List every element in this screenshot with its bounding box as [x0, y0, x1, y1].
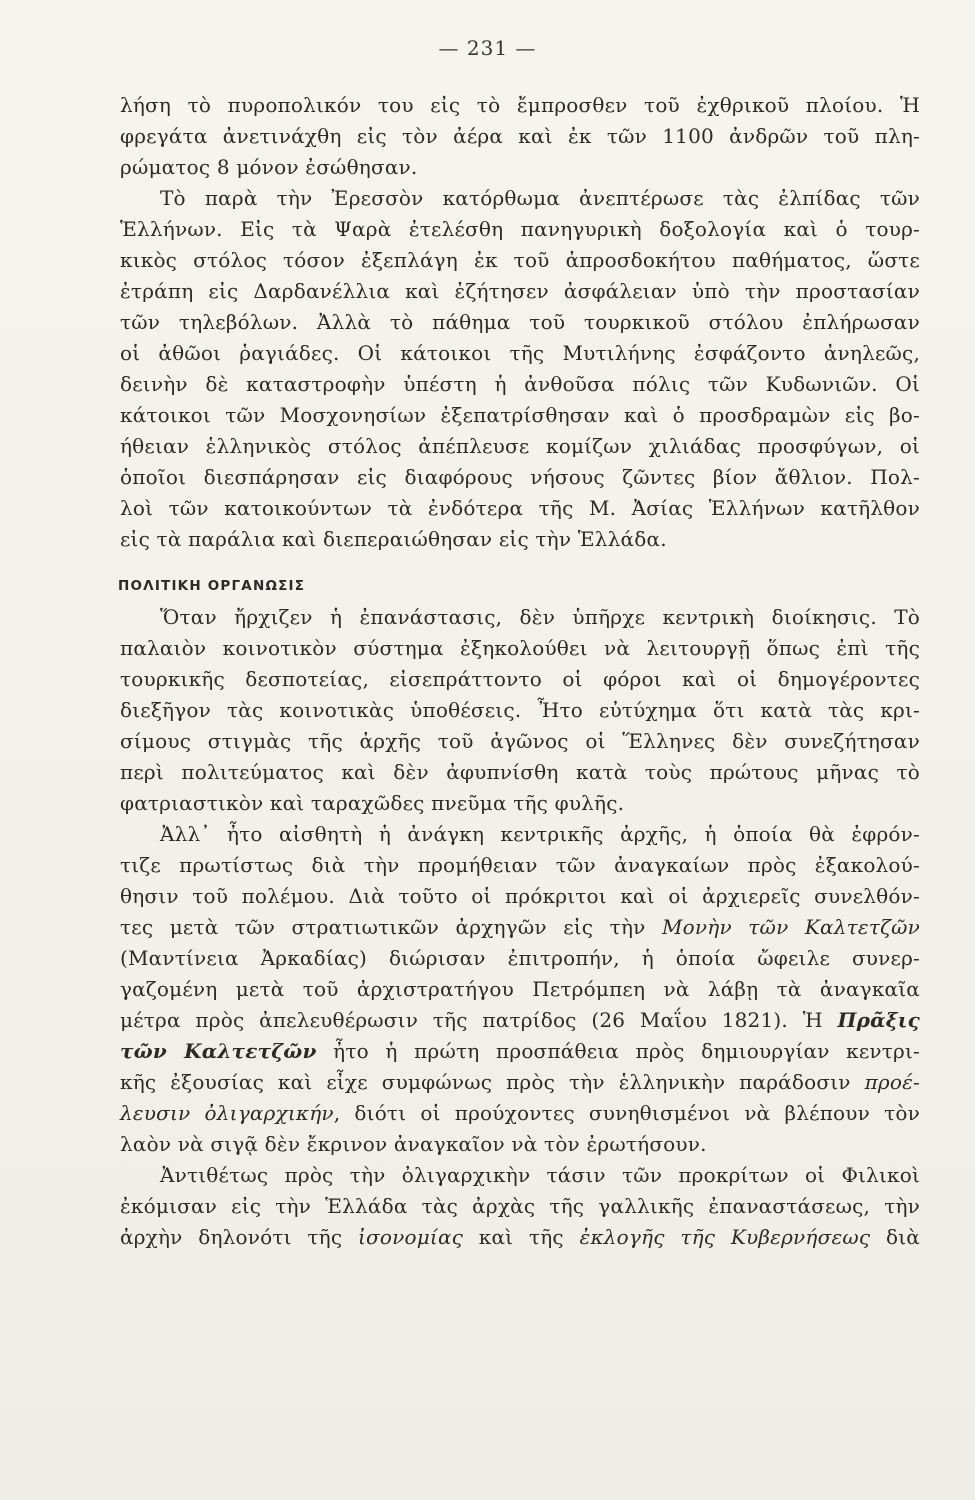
- text-segment: ήθειαν ἑλληνικὸς στόλος ἀπέπλευσε κομίζων χιλιάδας προσφύγων, οἱ: [120, 434, 920, 458]
- text-segment: φατριαστικὸν καὶ ταραχῶδες πνεῦμα τῆς φυλῆς.: [120, 791, 625, 815]
- text-segment: μέτρα πρὸς ἀπελευθέρωσιν τῆς πατρίδος (26 Μαΐου 1821). Ἡ: [120, 1008, 838, 1032]
- text-line: [120, 400, 920, 431]
- text-segment: σίμους στιγμὰς τῆς ἀρχῆς τοῦ ἀγῶνος οἱ Ἕλληνες δὲν συνεζήτησαν: [120, 729, 920, 753]
- section-heading: [118, 569, 920, 602]
- text-segment: λήση τὸ πυροπολικόν του εἰς τὸ ἔμπροσθεν τοῦ ἐχθρικοῦ πλοίου. Ἡ: [120, 93, 920, 117]
- text-line: [120, 850, 920, 881]
- text-line: [120, 912, 920, 943]
- text-segment: τουρκικῆς δεσποτείας, εἰσεπράττοντο οἱ φόροι καὶ οἱ δημογέροντες: [120, 667, 920, 691]
- emphasis-text: τῶν Καλτετζῶν: [120, 1039, 317, 1063]
- text-line: [120, 633, 920, 664]
- text-segment: θησιν τοῦ πολέμου. Διὰ τοῦτο οἱ πρόκριτοι καὶ οἱ ἀρχιερεῖς συνελθόν-: [120, 884, 920, 908]
- text-line: [120, 90, 920, 121]
- text-line: [120, 152, 920, 183]
- text-line: [120, 431, 920, 462]
- text-segment: παλαιὸν κοινοτικὸν σύστημα ἐξηκολούθει νὰ λειτουργῇ ὅπως ἐπὶ τῆς: [120, 636, 920, 660]
- text-line: [120, 245, 920, 276]
- text-line: [120, 276, 920, 307]
- text-segment: Ἀντιθέτως πρὸς τὴν ὀλιγαρχικὴν τάσιν τῶν προκρίτων οἱ Φιλικοὶ: [160, 1163, 920, 1187]
- text-segment: τῶν τηλεβόλων. Ἀλλὰ τὸ πάθημα τοῦ τουρκικοῦ στόλου ἐπλήρωσαν: [120, 310, 920, 334]
- text-line: [120, 726, 920, 757]
- text-line: [120, 1160, 920, 1191]
- text-segment: τες μετὰ τῶν στρατιωτικῶν ἀρχηγῶν εἰς τὴν: [120, 915, 662, 939]
- text-segment: ρώματος 8 μόνον ἐσώθησαν.: [120, 155, 418, 179]
- text-line: [120, 183, 920, 214]
- text-segment: φρεγάτα ἀνετινάχθη εἰς τὸν ἀέρα καὶ ἐκ τῶν 1100 ἀνδρῶν τοῦ πλη-: [120, 124, 920, 148]
- body-text: [120, 90, 920, 1253]
- text-segment: , διότι οἱ προύχοντες συνηθισμένοι νὰ βλέπουν τὸν: [333, 1101, 920, 1125]
- text-line: [120, 695, 920, 726]
- text-segment: οἱ ἀθῶοι ῥαγιάδες. Οἱ κάτοικοι τῆς Μυτιλήνης ἐσφάζοντο ἀνηλεῶς,: [120, 341, 920, 365]
- text-segment: περὶ πολιτεύματος καὶ δὲν ἀφυπνίσθη κατὰ τοὺς πρώτους μῆνας τὸ: [120, 760, 920, 784]
- page-number: — 231 —: [438, 36, 537, 60]
- text-segment: δεινὴν δὲ καταστροφὴν ὑπέστη ἡ ἀνθοῦσα πόλις τῶν Κυδωνιῶν. Οἱ: [120, 372, 920, 396]
- text-segment: λοὶ τῶν κατοικούντων τὰ ἐνδότερα τῆς Μ. Ἀσίας Ἑλλήνων κατῆλθον: [120, 496, 920, 520]
- text-line: [120, 524, 920, 555]
- text-line: [120, 602, 920, 633]
- text-line: [120, 369, 920, 400]
- text-line: [120, 664, 920, 695]
- text-segment: ἦτο ἡ πρώτη προσπάθεια πρὸς δημιουργίαν κεντρι-: [316, 1039, 920, 1063]
- text-segment: γαζομένη μετὰ τοῦ ἀρχιστρατήγου Πετρόμπεη νὰ λάβῃ τὰ ἀναγκαῖα: [120, 977, 920, 1001]
- text-line: [120, 819, 920, 850]
- text-segment: (Μαντίνεια Ἀρκαδίας) διώρισαν ἐπιτροπήν, ἡ ὁποία ὤφειλε συνερ-: [120, 946, 920, 970]
- text-segment: κικὸς στόλος τόσον ἐξεπλάγη ἐκ τοῦ ἀπροσδοκήτου παθήματος, ὥστε: [120, 248, 920, 272]
- text-line: [120, 1129, 920, 1160]
- text-line: [120, 757, 920, 788]
- text-segment: ΠΟΛΙΤΙΚΗ ΟΡΓΑΝΩΣΙΣ: [118, 578, 306, 594]
- text-line: [120, 214, 920, 245]
- text-line: [120, 943, 920, 974]
- section-spacer: [120, 555, 920, 569]
- text-segment: Τὸ παρὰ τὴν Ἐρεσσὸν κατόρθωμα ἀνεπτέρωσε τὰς ἐλπίδας τῶν: [160, 186, 920, 210]
- text-segment: κάτοικοι τῶν Μοσχονησίων ἐξεπατρίσθησαν καὶ ὁ προσδραμὼν εἰς βο-: [120, 403, 920, 427]
- text-segment: ἀρχὴν δηλονότι τῆς: [120, 1225, 358, 1249]
- text-line: [120, 1067, 920, 1098]
- text-segment: λαὸν νὰ σιγᾷ δὲν ἔκρινον ἀναγκαῖον νὰ τὸν ἐρωτήσουν.: [120, 1132, 707, 1156]
- text-line: [120, 1036, 920, 1067]
- text-line: [120, 121, 920, 152]
- text-segment: καὶ τῆς: [463, 1225, 580, 1249]
- text-segment: εἰς τὰ παράλια καὶ διεπεραιώθησαν εἰς τὴν Ἑλλάδα.: [120, 527, 667, 551]
- text-line: [120, 1098, 920, 1129]
- text-segment: διεξῆγον τὰς κοινοτικὰς ὑποθέσεις. Ἦτο εὐτύχημα ὅτι κατὰ τὰς κρι-: [120, 698, 920, 722]
- emphasis-text: προέ-: [864, 1070, 920, 1094]
- text-line: [120, 1191, 920, 1222]
- emphasis-text: ἐκλογῆς τῆς Κυβερνήσεως: [579, 1225, 871, 1249]
- emphasis-text: ἰσονομίας: [357, 1225, 464, 1249]
- emphasis-text: λευσιν ὀλιγαρχικήν: [120, 1101, 334, 1125]
- text-segment: ἐτράπη εἰς Δαρδανέλλια καὶ ἐζήτησεν ἀσφάλειαν ὑπὸ τὴν προστασίαν: [120, 279, 920, 303]
- text-segment: ἐκόμισαν εἰς τὴν Ἑλλάδα τὰς ἀρχὰς τῆς γαλλικῆς ἐπαναστάσεως, τὴν: [120, 1194, 920, 1218]
- text-segment: ὁποῖοι διεσπάρησαν εἰς διαφόρους νήσους ζῶντες βίον ἄθλιον. Πολ-: [120, 465, 920, 489]
- text-segment: διὰ: [870, 1225, 921, 1249]
- text-line: [120, 338, 920, 369]
- text-segment: Ὅταν ἤρχιζεν ἡ ἐπανάστασις, δὲν ὑπῆρχε κεντρικὴ διοίκησις. Τὸ: [160, 605, 920, 629]
- text-segment: τιζε πρωτίστως διὰ τὴν προμήθειαν τῶν ἀναγκαίων πρὸς ἐξακολού-: [120, 853, 920, 877]
- text-line: [120, 1222, 920, 1253]
- text-line: [120, 974, 920, 1005]
- emphasis-text: Πρᾶξις: [837, 1008, 920, 1032]
- text-segment: Ἑλλήνων. Εἰς τὰ Ψαρὰ ἐτελέσθη πανηγυρικὴ δοξολογία καὶ ὁ τουρ-: [120, 217, 920, 241]
- text-line: [120, 307, 920, 338]
- text-segment: κῆς ἐξουσίας καὶ εἶχε συμφώνως πρὸς τὴν ἑλληνικὴν παράδοσιν: [120, 1070, 865, 1094]
- text-line: [120, 881, 920, 912]
- text-line: [120, 788, 920, 819]
- emphasis-text: Μονὴν τῶν Καλτετζῶν: [661, 915, 921, 939]
- text-line: [120, 1005, 920, 1036]
- text-line: [120, 462, 920, 493]
- text-segment: Ἀλλ᾽ ἦτο αἰσθητὴ ἡ ἀνάγκη κεντρικῆς ἀρχῆς, ἡ ὁποία θὰ ἐφρόν-: [160, 822, 920, 846]
- text-line: [120, 493, 920, 524]
